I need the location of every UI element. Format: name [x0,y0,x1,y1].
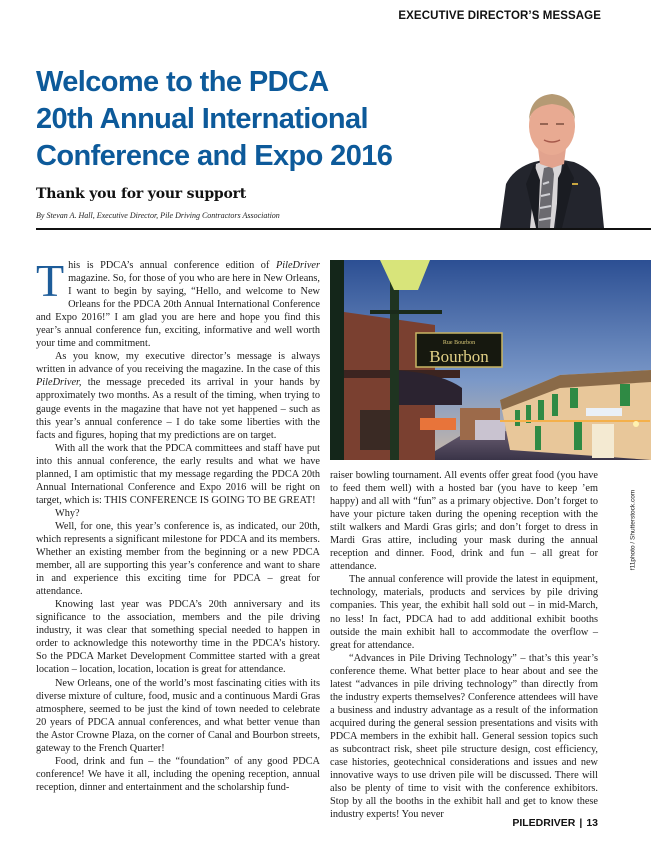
paragraph [36,255,320,350]
footer-separator: | [579,817,583,829]
text-run: As you know, my executive director’s message is always written in advance of you receiving the magazine. In the case of this [36,351,320,376]
paragraph: Why? [55,507,80,519]
bourbon-street-photo [330,260,651,460]
publication-name: PileDriver, [36,377,82,389]
sign-main-text: Bourbon [429,347,489,366]
header-divider [36,228,651,230]
bourbon-street-image [330,260,651,460]
byline: By Stevan A. Hall, Executive Director, Pile Driving Contractors Association [36,211,280,220]
page-number: 13 [586,817,598,829]
page-footer [512,817,598,829]
paragraph: With all the work that the PDCA committees and staff have put into this annual conference, the early results and what we have planned, I am optimistic that my message regarding the PDCA 20th Annual International Conference and Expo 2016 will be right on target, which is: THIS CONFERENCE IS GOING TO BE GREAT! [36,442,320,506]
paragraph [36,350,320,441]
text-run: his is PDCA’s annual conference edition of [68,260,276,271]
section-label: EXECUTIVE DIRECTOR’S MESSAGE [398,10,601,22]
sign-top-text: Rue Bourbon [442,340,476,346]
portrait-image [496,84,609,228]
author-portrait [496,84,609,228]
paragraph: New Orleans, one of the world’s most fascinating cities with its diverse mixture of culture, food, music and a continuous Mardi Gras atmosphere, seemed to be just the kind of town needed to celebrate 20 years of PDCA annual conferences, and what better venue than the Astor Crowne Plaza, on the corner of Canal and Bourbon streets, gateway to the French Quarter! [36,677,320,754]
photo-credit [626,484,640,576]
title-line: Conference and Expo 2016 [36,140,393,172]
paragraph: Well, for one, this year’s conference is, as indicated, our 20th, which represents a significant milestone for PDCA and its members. Whether an existing member from the beginning or a new PDCA member, all are supporting this year’s conference and want to share in and experience this exciting time for PDCA – great for attendance. [36,520,320,598]
publication-name: PileDriver [275,260,320,271]
drop-cap: T [36,255,65,306]
text-run: the message preceded its arrival in your hands by approximately two months. As a result of the timing, when trying to gauge events in the magazine that have not yet happened – such as this year’s annual conference – I do take some liberties with the facts and figures, hoping that my predictions are on target. [36,377,320,441]
paragraph: The annual conference will provide the latest in equipment, technology, materials, products and services by pile driving companies. This year, the exhibit hall sold out – in mid-March, no less! In fact, PDCA had to add additional exhibit booths outside the main exhibit hall to accommodate the overflow – great for attendance. [330,574,598,651]
paragraph: Knowing last year was PDCA’s 20th anniversary and its significance to the association, members and the pile driving industry, it was clear that something special needed to happen in order to acknowledge this noteworthy time in the PDCA’s history. So the PDCA Market Development Committee started with a great location – location, location, location is great for attendance. [36,599,320,676]
title-line: 20th Annual International [36,103,368,135]
paragraph: Food, drink and fun – the “foundation” of any good PDCA conference! We have it all, including the opening reception, annual reception, dinner and entertainment and the scholarship fund- [36,755,320,793]
left-column [36,255,320,794]
paragraph: “Advances in Pile Driving Technology” – that’s this year’s conference theme. What better place to hear about and see the latest “advances in pile driving technology” than directly from the industry experts themselves? Conference attendees will have a business and industry advantage as a result of the information acquired during the general session presentations and visits with PDCA members in the exhibit hall. General session topics such as subcontract risk, sheet pile structure design, cost efficiency, case histories, geotechnical considerations and issues and new innovative ways to use driven pile will be discussed. There will also be plenty of time to visit with the conference exhibitors. Stop by all the booths in the exhibit hall and get to know these industry experts! You never [330,652,598,821]
article-subtitle: Thank you for your support [36,186,247,202]
right-column [330,469,598,821]
photo-credit-text: f11photo / Shutterstock.com [629,489,637,571]
article-title [36,64,456,175]
publication-name: PILEDRIVER [512,817,576,829]
paragraph: raiser bowling tournament. All events offer great food (you have to feed them well) with a hosted bar (you have to keep ’em happy) and all with “fun” as a primary objective. Don’t forget to have your picture taken during the opening reception with the stilt walkers and Mardi Gras girls; and don’t forget to dress in Mardi Gras attire, including your mask during the annual reception and dinner. Food, drink and fun – all great for attendance. [330,470,598,573]
title-line: Welcome to the PDCA [36,66,329,98]
text-run: magazine. So, for those of you who are here in New Orleans, I want to begin by saying, “Hello, and welcome to New Orleans for the PDCA 20th Annual International Conference and Expo 2016!” I am glad you are here and hope you find this year’s annual conference fun, exciting, informative and well worth your time and commitment. [36,273,320,350]
